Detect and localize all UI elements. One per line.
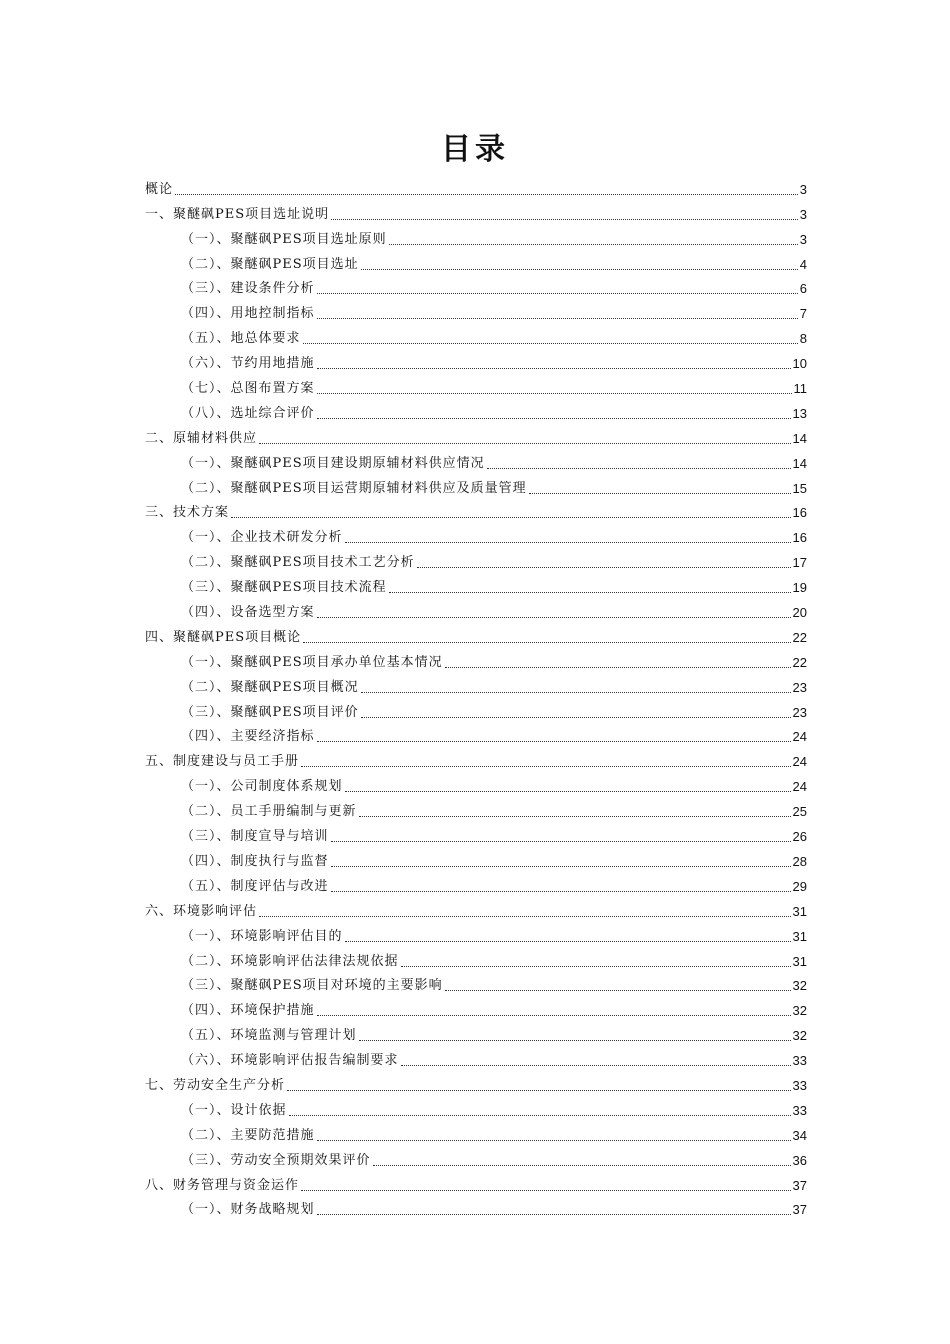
toc-dot-leader bbox=[345, 940, 791, 942]
toc-entry-page-number: 31 bbox=[792, 903, 807, 919]
toc-dot-leader bbox=[317, 417, 791, 419]
toc-entry[interactable] bbox=[145, 796, 807, 821]
toc-entry-text: （一）、财务战略规划 bbox=[181, 1202, 315, 1218]
toc-entry-text: （八）、选址综合评价 bbox=[181, 405, 315, 421]
toc-entry-page-number: 37 bbox=[792, 1202, 807, 1218]
toc-entry[interactable] bbox=[145, 249, 807, 274]
toc-dot-leader bbox=[445, 666, 791, 668]
toc-dot-leader bbox=[331, 218, 798, 220]
toc-entry[interactable] bbox=[145, 298, 807, 323]
toc-entry-text: （二）、主要防范措施 bbox=[181, 1127, 315, 1143]
toc-entry-text: （三）、聚醚砜PES项目评价 bbox=[181, 704, 359, 720]
toc-entry-text: （四）、环境保护措施 bbox=[181, 1003, 315, 1019]
toc-entry-text: （七）、总图布置方案 bbox=[181, 381, 315, 397]
toc-entry[interactable] bbox=[145, 498, 807, 523]
toc-entry-page-number: 3 bbox=[799, 206, 807, 222]
toc-entry[interactable] bbox=[145, 697, 807, 722]
toc-entry-page-number: 3 bbox=[799, 231, 807, 247]
toc-entry-text: 七、劳动安全生产分析 bbox=[145, 1077, 286, 1093]
toc-entry[interactable] bbox=[145, 746, 807, 771]
toc-entry-text: （三）、制度宣导与培训 bbox=[181, 829, 329, 845]
toc-entry-page-number: 24 bbox=[792, 729, 807, 745]
toc-entry[interactable] bbox=[145, 1195, 807, 1220]
toc-dot-leader bbox=[345, 541, 791, 543]
toc-entry-text: （一）、聚醚砜PES项目建设期原辅材料供应情况 bbox=[181, 455, 485, 471]
toc-entry[interactable] bbox=[145, 647, 807, 672]
toc-entry-text: （三）、建设条件分析 bbox=[181, 281, 315, 297]
toc-entry-page-number: 13 bbox=[792, 405, 807, 421]
toc-entry-page-number: 4 bbox=[799, 256, 807, 272]
toc-entry-text: （一）、企业技术研发分析 bbox=[181, 530, 343, 546]
toc-entry[interactable] bbox=[145, 672, 807, 697]
toc-dot-leader bbox=[331, 865, 791, 867]
toc-entry-text: （六）、环境影响评估报告编制要求 bbox=[181, 1053, 399, 1069]
toc-entry-text: （三）、劳动安全预期效果评价 bbox=[181, 1152, 371, 1168]
toc-dot-leader bbox=[331, 840, 791, 842]
toc-dot-leader bbox=[373, 1164, 791, 1166]
toc-entry-page-number: 34 bbox=[792, 1127, 807, 1143]
toc-entry[interactable] bbox=[145, 597, 807, 622]
toc-dot-leader bbox=[287, 1089, 791, 1091]
toc-dot-leader bbox=[175, 193, 798, 195]
toc-entry-text: 五、制度建设与员工手册 bbox=[145, 754, 300, 770]
toc-entry[interactable] bbox=[145, 971, 807, 996]
toc-entry-text: （一）、聚醚砜PES项目承办单位基本情况 bbox=[181, 654, 443, 670]
toc-entry-text: （一）、环境影响评估目的 bbox=[181, 928, 343, 944]
toc-dot-leader bbox=[231, 516, 791, 518]
toc-entry[interactable] bbox=[145, 522, 807, 547]
toc-dot-leader bbox=[529, 492, 791, 494]
toc-entry-page-number: 31 bbox=[792, 953, 807, 969]
toc-dot-leader bbox=[361, 268, 798, 270]
toc-title: 目录 bbox=[441, 132, 509, 167]
toc-dot-leader bbox=[317, 1014, 791, 1016]
toc-entry-text: 一、聚醚砜PES项目选址说明 bbox=[145, 206, 330, 222]
toc-entry[interactable] bbox=[145, 547, 807, 572]
toc-entry-text: （二）、聚醚砜PES项目概况 bbox=[181, 679, 359, 695]
toc-entry[interactable] bbox=[145, 1095, 807, 1120]
toc-entry[interactable] bbox=[145, 1020, 807, 1045]
toc-entry-text: （一）、聚醚砜PES项目选址原则 bbox=[181, 231, 387, 247]
toc-entry[interactable] bbox=[145, 1145, 807, 1170]
toc-entry[interactable] bbox=[145, 1120, 807, 1145]
toc-entry-text: 四、聚醚砜PES项目概论 bbox=[145, 629, 302, 645]
toc-entry[interactable] bbox=[145, 572, 807, 597]
toc-dot-leader bbox=[487, 467, 791, 469]
toc-dot-leader bbox=[359, 815, 791, 817]
toc-dot-leader bbox=[317, 392, 792, 394]
toc-entry-page-number: 14 bbox=[792, 455, 807, 471]
toc-entry-page-number: 24 bbox=[792, 779, 807, 795]
toc-entry[interactable] bbox=[145, 1070, 807, 1095]
toc-entry-text: （五）、制度评估与改进 bbox=[181, 878, 329, 894]
toc-entry-page-number: 33 bbox=[792, 1077, 807, 1093]
toc-entry-page-number: 7 bbox=[799, 306, 807, 322]
toc-entry-page-number: 31 bbox=[792, 928, 807, 944]
toc-entry-page-number: 11 bbox=[793, 381, 807, 397]
toc-entry-text: 八、财务管理与资金运作 bbox=[145, 1177, 300, 1193]
toc-dot-leader bbox=[301, 1189, 791, 1191]
toc-entry-page-number: 32 bbox=[792, 978, 807, 994]
toc-entry[interactable] bbox=[145, 398, 807, 423]
toc-entry-text: （一）、设计依据 bbox=[181, 1102, 287, 1118]
toc-entry-text: （四）、用地控制指标 bbox=[181, 306, 315, 322]
toc-dot-leader bbox=[259, 442, 791, 444]
toc-entry-page-number: 15 bbox=[792, 480, 807, 496]
toc-entry-text: 三、技术方案 bbox=[145, 505, 230, 521]
toc-entry-page-number: 14 bbox=[792, 430, 807, 446]
toc-entry[interactable] bbox=[145, 846, 807, 871]
toc-entry-text: （一）、公司制度体系规划 bbox=[181, 779, 343, 795]
toc-dot-leader bbox=[317, 317, 798, 319]
toc-entry[interactable] bbox=[145, 821, 807, 846]
toc-entry-text: （四）、制度执行与监督 bbox=[181, 853, 329, 869]
toc-dot-leader bbox=[317, 1213, 791, 1215]
toc-entry[interactable] bbox=[145, 946, 807, 971]
toc-entry-text: （五）、地总体要求 bbox=[181, 331, 301, 347]
toc-entry-page-number: 17 bbox=[792, 555, 807, 571]
toc-entry-text: 二、原辅材料供应 bbox=[145, 430, 258, 446]
toc-dot-leader bbox=[361, 691, 791, 693]
toc-entry[interactable] bbox=[145, 174, 807, 199]
toc-entry-page-number: 8 bbox=[799, 331, 807, 347]
toc-entry[interactable] bbox=[145, 348, 807, 373]
toc-dot-leader bbox=[389, 243, 798, 245]
toc-entry-page-number: 33 bbox=[792, 1102, 807, 1118]
toc-dot-leader bbox=[445, 989, 791, 991]
toc-entry-page-number: 28 bbox=[792, 853, 807, 869]
toc-dot-leader bbox=[331, 890, 791, 892]
toc-entry-page-number: 10 bbox=[792, 356, 807, 372]
toc-entry-text: （五）、环境监测与管理计划 bbox=[181, 1028, 357, 1044]
toc-entry[interactable] bbox=[145, 995, 807, 1020]
toc-entry-page-number: 22 bbox=[792, 629, 807, 645]
toc-dot-leader bbox=[303, 342, 798, 344]
toc-entry[interactable] bbox=[145, 323, 807, 348]
toc-entry[interactable] bbox=[145, 722, 807, 747]
toc-dot-leader bbox=[361, 716, 791, 718]
toc-entry[interactable] bbox=[145, 771, 807, 796]
toc-dot-leader bbox=[417, 566, 791, 568]
toc-entry[interactable] bbox=[145, 423, 807, 448]
toc-entry-page-number: 33 bbox=[792, 1053, 807, 1069]
toc-entry[interactable] bbox=[145, 1170, 807, 1195]
toc-entry[interactable] bbox=[145, 1045, 807, 1070]
toc-dot-leader bbox=[317, 367, 791, 369]
toc-dot-leader bbox=[289, 1114, 791, 1116]
toc-entry-text: （二）、聚醚砜PES项目运营期原辅材料供应及质量管理 bbox=[181, 480, 527, 496]
toc-dot-leader bbox=[317, 292, 798, 294]
toc-entry[interactable] bbox=[145, 921, 807, 946]
toc-entry-text: （二）、聚醚砜PES项目技术工艺分析 bbox=[181, 555, 415, 571]
toc-entry-page-number: 23 bbox=[792, 679, 807, 695]
toc-dot-leader bbox=[303, 641, 790, 643]
toc-dot-leader bbox=[359, 1039, 791, 1041]
toc-dot-leader bbox=[401, 1064, 791, 1066]
toc-list bbox=[145, 174, 807, 1219]
toc-entry-page-number: 32 bbox=[792, 1003, 807, 1019]
toc-dot-leader bbox=[317, 740, 791, 742]
toc-dot-leader bbox=[301, 765, 791, 767]
toc-entry-page-number: 22 bbox=[792, 654, 807, 670]
toc-entry-text: （二）、员工手册编制与更新 bbox=[181, 804, 357, 820]
toc-entry-page-number: 25 bbox=[792, 804, 807, 820]
toc-entry-page-number: 24 bbox=[792, 754, 807, 770]
toc-entry[interactable] bbox=[145, 224, 807, 249]
toc-entry-page-number: 36 bbox=[792, 1152, 807, 1168]
toc-entry[interactable] bbox=[145, 473, 807, 498]
toc-entry-page-number: 6 bbox=[799, 281, 807, 297]
toc-dot-leader bbox=[259, 915, 791, 917]
toc-dot-leader bbox=[401, 965, 791, 967]
toc-dot-leader bbox=[317, 616, 791, 618]
toc-entry-page-number: 16 bbox=[792, 530, 807, 546]
toc-entry[interactable] bbox=[145, 448, 807, 473]
toc-dot-leader bbox=[389, 591, 791, 593]
toc-entry-page-number: 19 bbox=[792, 580, 807, 596]
toc-entry[interactable] bbox=[145, 274, 807, 299]
toc-entry-page-number: 29 bbox=[792, 878, 807, 894]
toc-entry-page-number: 23 bbox=[792, 704, 807, 720]
toc-dot-leader bbox=[345, 790, 791, 792]
toc-entry[interactable] bbox=[145, 373, 807, 398]
toc-entry-page-number: 37 bbox=[792, 1177, 807, 1193]
toc-entry[interactable] bbox=[145, 199, 807, 224]
toc-entry-text: （六）、节约用地措施 bbox=[181, 356, 315, 372]
toc-entry[interactable] bbox=[145, 871, 807, 896]
toc-entry-text: （四）、主要经济指标 bbox=[181, 729, 315, 745]
toc-entry-text: 六、环境影响评估 bbox=[145, 903, 258, 919]
toc-entry-text: （二）、聚醚砜PES项目选址 bbox=[181, 256, 359, 272]
toc-entry-page-number: 32 bbox=[792, 1028, 807, 1044]
toc-entry-page-number: 16 bbox=[792, 505, 807, 521]
toc-entry-text: （二）、环境影响评估法律法规依据 bbox=[181, 953, 399, 969]
toc-entry-text: （四）、设备选型方案 bbox=[181, 605, 315, 621]
toc-entry-text: 概论 bbox=[145, 181, 174, 197]
toc-entry-text: （三）、聚醚砜PES项目对环境的主要影响 bbox=[181, 978, 443, 994]
toc-entry-page-number: 20 bbox=[792, 605, 807, 621]
toc-dot-leader bbox=[317, 1139, 791, 1141]
toc-entry-page-number: 3 bbox=[799, 181, 807, 197]
toc-entry-page-number: 26 bbox=[792, 829, 807, 845]
toc-entry-text: （三）、聚醚砜PES项目技术流程 bbox=[181, 580, 387, 596]
toc-entry[interactable] bbox=[145, 622, 807, 647]
toc-entry[interactable] bbox=[145, 896, 807, 921]
